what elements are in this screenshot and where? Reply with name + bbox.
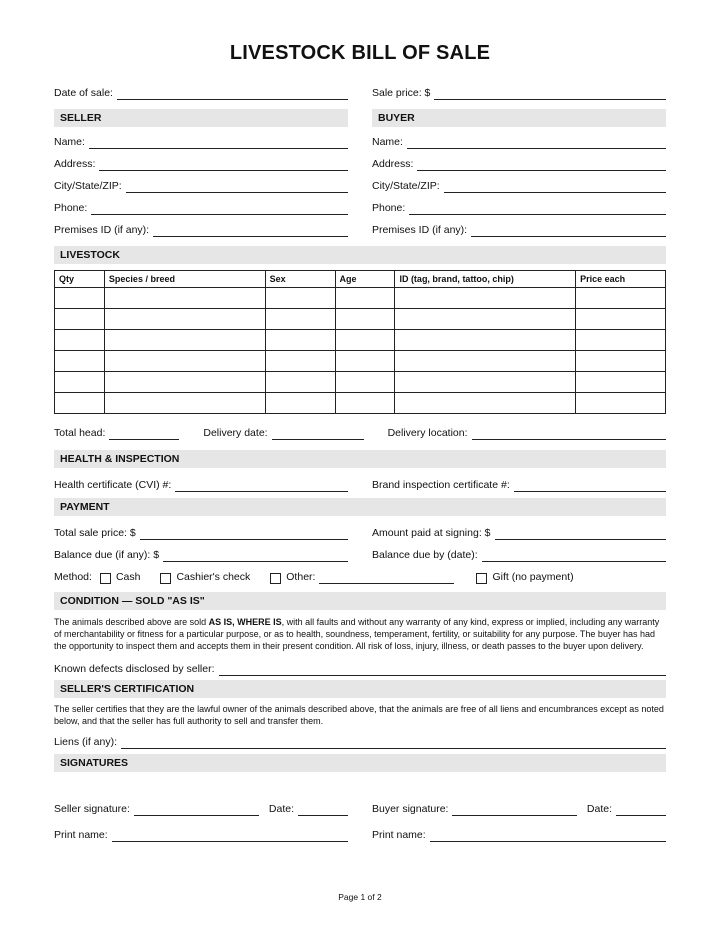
livestock-cell[interactable] bbox=[55, 393, 105, 414]
delivery-date-field[interactable] bbox=[272, 427, 364, 440]
party-fields bbox=[54, 127, 666, 237]
seller-signature-field[interactable] bbox=[134, 803, 259, 816]
livestock-row bbox=[55, 372, 666, 393]
col-sex: Sex bbox=[265, 271, 335, 288]
cashiers-check-checkbox[interactable] bbox=[160, 573, 171, 584]
cvi-field[interactable] bbox=[175, 479, 348, 492]
seller-premises-field[interactable] bbox=[153, 224, 348, 237]
livestock-cell[interactable] bbox=[335, 309, 395, 330]
date-of-sale-field[interactable] bbox=[117, 87, 348, 100]
seller-name-field[interactable] bbox=[89, 136, 348, 149]
livestock-cell[interactable] bbox=[395, 393, 576, 414]
livestock-cell[interactable] bbox=[395, 288, 576, 309]
buyer-premises-field[interactable] bbox=[471, 224, 666, 237]
livestock-row bbox=[55, 393, 666, 414]
date-of-sale-label: Date of sale: bbox=[54, 87, 113, 99]
buyer-date-field[interactable] bbox=[616, 803, 666, 816]
livestock-cell[interactable] bbox=[576, 372, 666, 393]
payment-row-2 bbox=[54, 540, 666, 562]
health-header: HEALTH & INSPECTION bbox=[54, 450, 666, 468]
livestock-cell[interactable] bbox=[395, 330, 576, 351]
certification-header: SELLER'S CERTIFICATION bbox=[54, 680, 666, 698]
seller-print-field[interactable] bbox=[112, 829, 348, 842]
buyer-city-field[interactable] bbox=[444, 180, 666, 193]
livestock-cell[interactable] bbox=[265, 288, 335, 309]
sale-price-label: Sale price: $ bbox=[372, 87, 431, 99]
total-head-field[interactable] bbox=[109, 427, 179, 440]
buyer-phone-label: Phone: bbox=[372, 202, 406, 214]
buyer-signature-field[interactable] bbox=[452, 803, 576, 816]
buyer-phone-field[interactable] bbox=[409, 202, 666, 215]
buyer-name-label: Name: bbox=[372, 136, 403, 148]
cvi-label: Health certificate (CVI) #: bbox=[54, 479, 172, 491]
buyer-signature-label: Buyer signature: bbox=[372, 803, 449, 815]
seller-address-label: Address: bbox=[54, 158, 96, 170]
livestock-header: LIVESTOCK bbox=[54, 246, 666, 264]
balance-date-field[interactable] bbox=[482, 549, 666, 562]
livestock-table bbox=[54, 270, 666, 414]
livestock-cell[interactable] bbox=[265, 309, 335, 330]
seller-name-label: Name: bbox=[54, 136, 85, 148]
livestock-cell[interactable] bbox=[55, 330, 105, 351]
sale-price-field[interactable] bbox=[434, 87, 666, 100]
buyer-header: BUYER bbox=[372, 109, 666, 127]
livestock-cell[interactable] bbox=[104, 288, 265, 309]
other-label: Other: bbox=[286, 571, 316, 583]
livestock-cell[interactable] bbox=[576, 351, 666, 372]
col-qty: Qty bbox=[55, 271, 105, 288]
livestock-cell[interactable] bbox=[55, 309, 105, 330]
condition-header: CONDITION — SOLD "AS IS" bbox=[54, 592, 666, 610]
sale-row bbox=[54, 78, 666, 100]
livestock-cell[interactable] bbox=[55, 372, 105, 393]
livestock-cell[interactable] bbox=[265, 393, 335, 414]
buyer-address-label: Address: bbox=[372, 158, 414, 170]
cashiers-check-label: Cashier's check bbox=[176, 571, 251, 583]
payment-header: PAYMENT bbox=[54, 498, 666, 516]
delivery-date-label: Delivery date: bbox=[203, 427, 268, 439]
liens-field[interactable] bbox=[121, 736, 666, 749]
livestock-cell[interactable] bbox=[55, 288, 105, 309]
seller-signature-label: Seller signature: bbox=[54, 803, 130, 815]
livestock-cell[interactable] bbox=[104, 351, 265, 372]
livestock-cell[interactable] bbox=[104, 330, 265, 351]
delivery-row bbox=[54, 418, 666, 440]
party-headers bbox=[54, 109, 666, 127]
balance-due-label: Balance due (if any): $ bbox=[54, 549, 160, 561]
seller-phone-field[interactable] bbox=[91, 202, 348, 215]
signatures-header: SIGNATURES bbox=[54, 754, 666, 772]
livestock-cell[interactable] bbox=[265, 372, 335, 393]
seller-date-field[interactable] bbox=[298, 803, 348, 816]
livestock-row bbox=[55, 288, 666, 309]
livestock-cell[interactable] bbox=[104, 372, 265, 393]
livestock-cell[interactable] bbox=[576, 309, 666, 330]
livestock-cell[interactable] bbox=[395, 351, 576, 372]
page-number: Page 1 of 2 bbox=[338, 892, 382, 902]
cash-label: Cash bbox=[115, 571, 141, 583]
livestock-row bbox=[55, 330, 666, 351]
livestock-cell[interactable] bbox=[395, 372, 576, 393]
livestock-cell[interactable] bbox=[104, 393, 265, 414]
delivery-location-label: Delivery location: bbox=[387, 427, 468, 439]
brand-inspection-label: Brand inspection certificate #: bbox=[372, 479, 510, 491]
buyer-print-field[interactable] bbox=[430, 829, 666, 842]
method-label: Method: bbox=[54, 571, 92, 583]
livestock-cell[interactable] bbox=[55, 351, 105, 372]
brand-inspection-field[interactable] bbox=[514, 479, 666, 492]
balance-due-field[interactable] bbox=[163, 549, 348, 562]
buyer-date-label: Date: bbox=[586, 803, 612, 815]
livestock-cell[interactable] bbox=[576, 330, 666, 351]
condition-text bbox=[54, 616, 666, 652]
livestock-cell[interactable] bbox=[265, 330, 335, 351]
form-page bbox=[54, 0, 666, 842]
col-price: Price each bbox=[576, 271, 666, 288]
buyer-name-field[interactable] bbox=[407, 136, 666, 149]
seller-date-label: Date: bbox=[268, 803, 294, 815]
form-title: LIVESTOCK BILL OF SALE bbox=[229, 42, 491, 64]
gift-checkbox[interactable] bbox=[476, 573, 487, 584]
seller-city-field[interactable] bbox=[126, 180, 348, 193]
condition-text-bold: AS IS, WHERE IS bbox=[208, 617, 282, 627]
col-age: Age bbox=[335, 271, 395, 288]
seller-address-field[interactable] bbox=[99, 158, 348, 171]
condition-text-1: The animals described above are sold bbox=[54, 617, 209, 627]
total-head-label: Total head: bbox=[54, 427, 106, 439]
livestock-header-row bbox=[55, 271, 666, 288]
col-species: Species / breed bbox=[104, 271, 265, 288]
health-row bbox=[54, 470, 666, 492]
signature-row bbox=[54, 794, 666, 816]
defects-field[interactable] bbox=[219, 663, 667, 676]
seller-print-label: Print name: bbox=[54, 829, 108, 841]
cash-checkbox[interactable] bbox=[100, 573, 111, 584]
livestock-cell[interactable] bbox=[335, 288, 395, 309]
buyer-city-label: City/State/ZIP: bbox=[372, 180, 440, 192]
seller-city-label: City/State/ZIP: bbox=[54, 180, 122, 192]
other-checkbox[interactable] bbox=[270, 573, 281, 584]
buyer-premises-label: Premises ID (if any): bbox=[372, 224, 468, 236]
total-price-label: Total sale price: $ bbox=[54, 527, 136, 539]
seller-phone-label: Phone: bbox=[54, 202, 88, 214]
liens-row bbox=[54, 727, 666, 749]
livestock-row bbox=[55, 351, 666, 372]
livestock-cell[interactable] bbox=[576, 288, 666, 309]
liens-label: Liens (if any): bbox=[54, 736, 118, 748]
livestock-cell[interactable] bbox=[335, 393, 395, 414]
livestock-cell[interactable] bbox=[335, 372, 395, 393]
condition-text-2: , with all faults and without any warranty of any kind, express or implied, including any warranty of merchantability or fitness for a particular purpose, or as to health, soundness, temperament, fertility, or suitability for any purpose. The buyer has had the opportunity to inspect them and accepts them in their present condition. All risk of loss, injury, illness, or death passes to the buyer upon delivery. bbox=[54, 617, 660, 651]
seller-header: SELLER bbox=[54, 109, 348, 127]
col-id: ID (tag, brand, tattoo, chip) bbox=[395, 271, 576, 288]
seller-premises-label: Premises ID (if any): bbox=[54, 224, 150, 236]
print-name-row bbox=[54, 820, 666, 842]
gift-label: Gift (no payment) bbox=[492, 571, 574, 583]
livestock-cell[interactable] bbox=[265, 351, 335, 372]
amount-paid-field[interactable] bbox=[495, 527, 667, 540]
payment-method-row bbox=[54, 562, 666, 584]
defects-label: Known defects disclosed by seller: bbox=[54, 663, 215, 675]
livestock-cell[interactable] bbox=[576, 393, 666, 414]
buyer-print-label: Print name: bbox=[372, 829, 426, 841]
livestock-cell[interactable] bbox=[335, 351, 395, 372]
livestock-cell[interactable] bbox=[335, 330, 395, 351]
buyer-address-field[interactable] bbox=[417, 158, 666, 171]
defects-row bbox=[54, 654, 666, 676]
certification-text: The seller certifies that they are the lawful owner of the animals described above, that the animals are free of all liens and encumbrances except as noted below, and that the seller has full authority to sell and transfer them. bbox=[54, 704, 664, 726]
livestock-cell[interactable] bbox=[104, 309, 265, 330]
amount-paid-label: Amount paid at signing: $ bbox=[372, 527, 491, 539]
balance-date-label: Balance due by (date): bbox=[372, 549, 478, 561]
livestock-cell[interactable] bbox=[395, 309, 576, 330]
delivery-location-field[interactable] bbox=[472, 427, 666, 440]
total-price-field[interactable] bbox=[140, 527, 348, 540]
other-method-field[interactable] bbox=[319, 571, 454, 584]
payment-row-1 bbox=[54, 518, 666, 540]
livestock-row bbox=[55, 309, 666, 330]
